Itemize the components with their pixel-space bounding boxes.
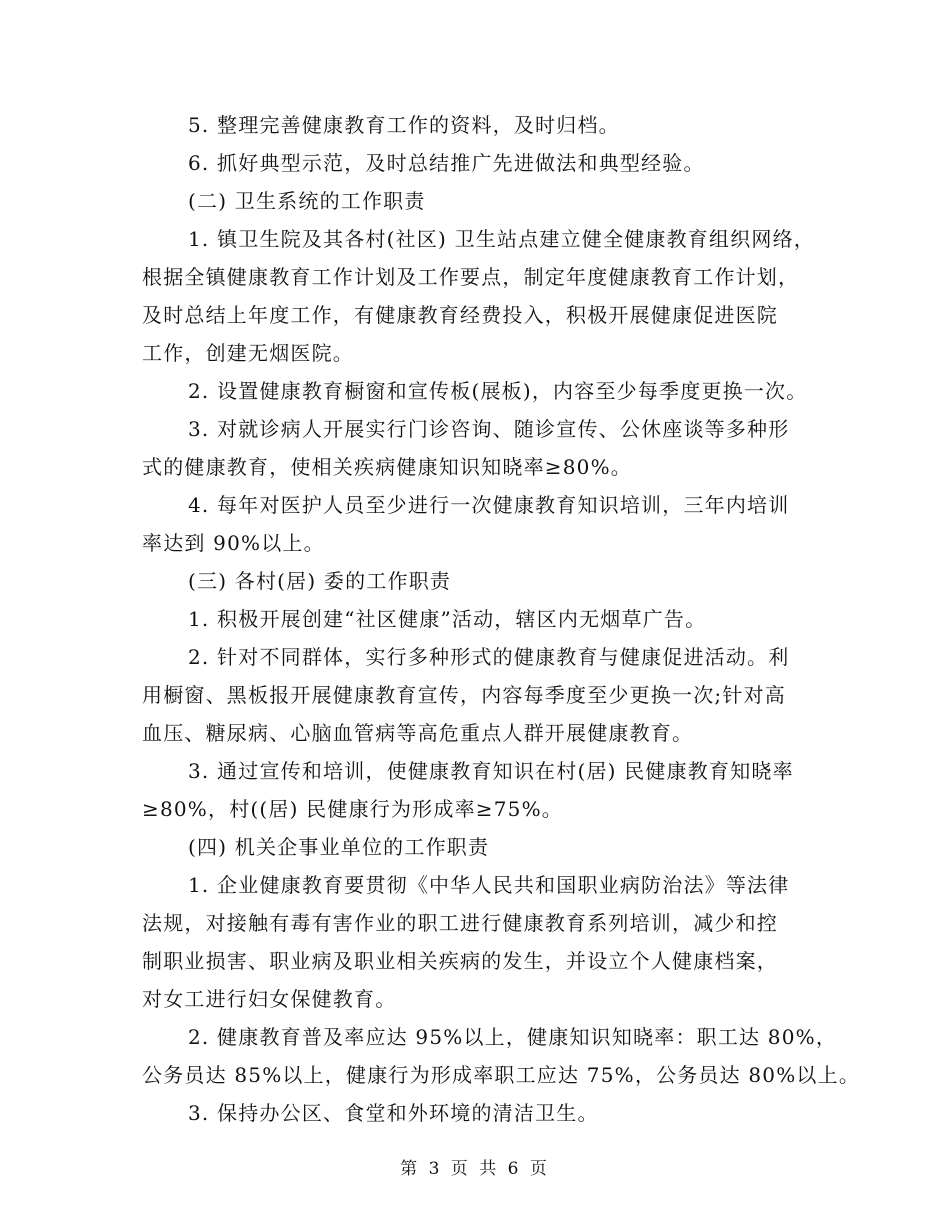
paragraph-line: 用橱窗、黑板报开展健康教育宣传，内容每季度至少更换一次;针对高	[142, 683, 786, 707]
section-heading: (二) 卫生系统的工作职责	[188, 189, 426, 213]
paragraph-line: 血压、糖尿病、心脑血管病等高危重点人群开展健康教育。	[142, 721, 694, 745]
paragraph-line: 3. 通过宣传和培训，使健康教育知识在村(居) 民健康教育知晓率	[188, 759, 794, 783]
paragraph-line: 6. 抓好典型示范，及时总结推广先进做法和典型经验。	[188, 151, 705, 175]
section-heading: (三) 各村(居) 委的工作职责	[188, 569, 452, 593]
paragraph-line: 2. 设置健康教育橱窗和宣传板(展板)，内容至少每季度更换一次。	[188, 379, 808, 403]
paragraph-line: 法规，对接触有毒有害作业的职工进行健康教育系列培训，减少和控	[142, 911, 778, 935]
paragraph-line: 式的健康教育，使相关疾病健康知识知晓率≥80%。	[142, 455, 633, 479]
page-number-footer: 第 3 页 共 6 页	[400, 1159, 550, 1179]
paragraph-line: 3. 对就诊病人开展实行门诊咨询、随诊宣传、公休座谈等多种形	[188, 417, 790, 441]
paragraph-line: ≥80%，村((居) 民健康行为形成率≥75%。	[142, 797, 563, 821]
paragraph-line: 率达到 90%以上。	[142, 531, 325, 555]
paragraph-line: 1. 镇卫生院及其各村(社区) 卫生站点建立健全健康教育组织网络，	[188, 227, 816, 251]
paragraph-line: 制职业损害、职业病及职业相关疾病的发生，并设立个人健康档案，	[142, 949, 778, 973]
paragraph-line: 对女工进行妇女保健教育。	[142, 987, 397, 1011]
paragraph-line: 2. 健康教育普及率应达 95%以上，健康知识知晓率：职工达 80%，	[188, 1025, 838, 1049]
paragraph-line: 公务员达 85%以上，健康行为形成率职工应达 75%，公务员达 80%以上。	[142, 1063, 861, 1087]
paragraph-line: 2. 针对不同群体，实行多种形式的健康教育与健康促进活动。利	[188, 645, 790, 669]
paragraph-line: 4. 每年对医护人员至少进行一次健康教育知识培训，三年内培训	[188, 493, 790, 517]
paragraph-line: 工作，创建无烟医院。	[142, 341, 354, 365]
paragraph-line: 5. 整理完善健康教育工作的资料，及时归档。	[188, 113, 620, 137]
paragraph-line: 3. 保持办公区、食堂和外环境的清洁卫生。	[188, 1101, 599, 1125]
paragraph-line: 1. 积极开展创建“社区健康”活动，辖区内无烟草广告。	[188, 607, 707, 631]
paragraph-line: 根据全镇健康教育工作计划及工作要点，制定年度健康教育工作计划，	[142, 265, 800, 289]
section-heading: (四) 机关企事业单位的工作职责	[188, 835, 490, 859]
paragraph-line: 1. 企业健康教育要贯彻《中华人民共和国职业病防治法》等法律	[188, 873, 790, 897]
paragraph-line: 及时总结上年度工作，有健康教育经费投入，积极开展健康促进医院	[142, 303, 778, 327]
